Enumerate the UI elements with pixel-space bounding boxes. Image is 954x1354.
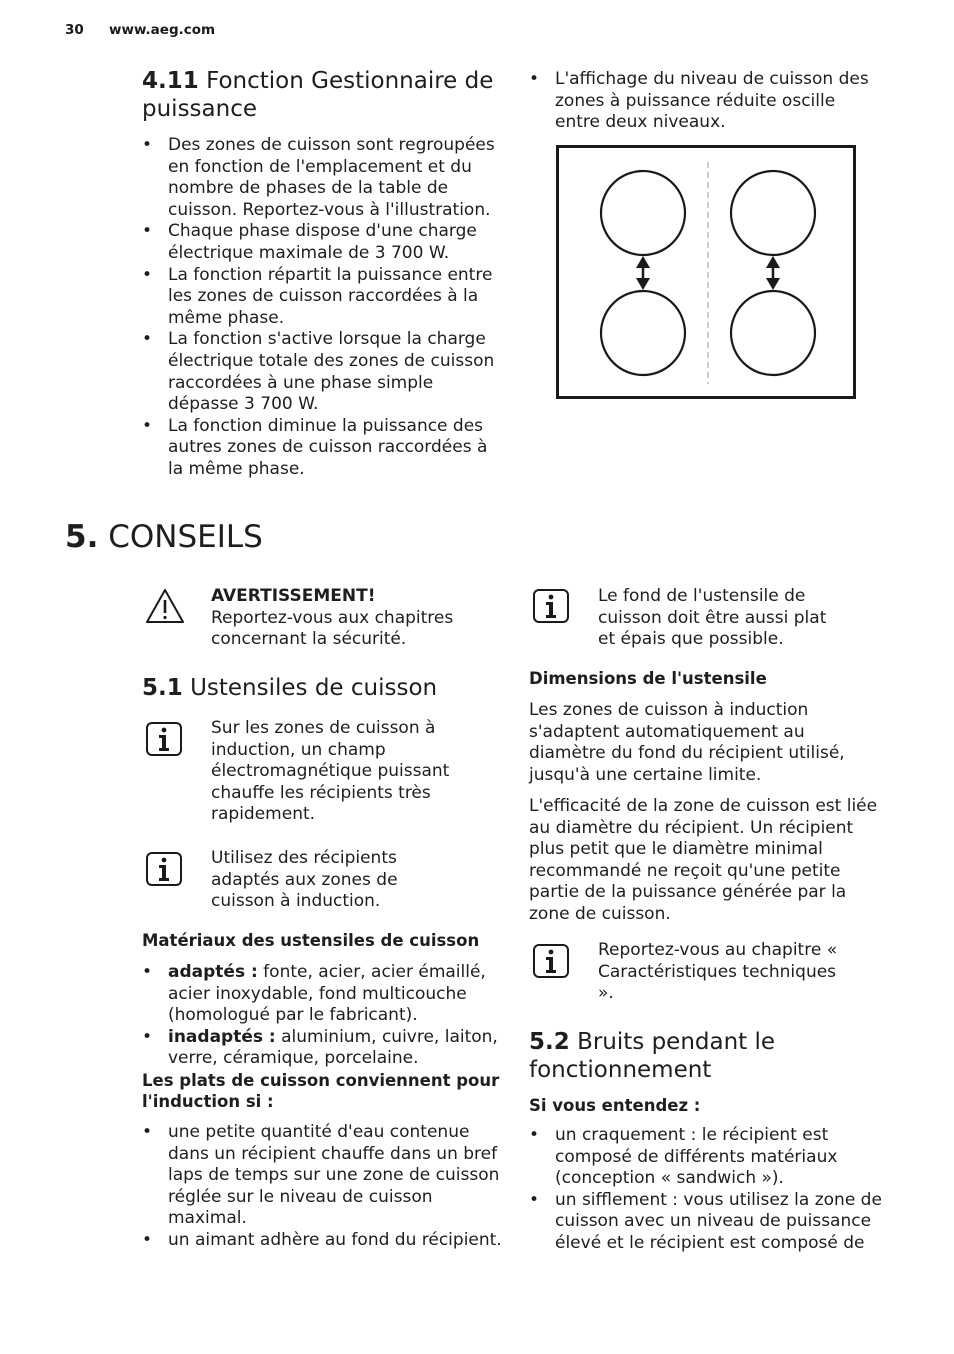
dimensions-heading: Dimensions de l'ustensile: [529, 669, 767, 688]
suitable-heading: Les plats de cuisson conviennent pour l'induction si :: [142, 1071, 500, 1111]
section-title: Fonction Gestionnaire de puissance: [142, 68, 494, 122]
info-suitable-cookware: Utilisez des récipients adaptés aux zones de cuisson à induction.: [211, 848, 398, 912]
list-item: • Chaque phase dispose d'une charge électrique maximale de 3 700 W.: [142, 221, 507, 264]
section-4-11-heading: [142, 67, 512, 123]
warning-text: Reportez-vous aux chapitres concernant la sécurité.: [211, 607, 454, 650]
dimensions-paragraph-1: Les zones de cuisson à induction s'adaptent automatiquement au diamètre du fond du récipient utilisé, jusqu'à une certaine limite.: [529, 700, 845, 785]
chapter-5-heading: [65, 519, 263, 555]
list-item: • un sifflement : vous utilisez la zone de cuisson avec un niveau de puissance élevé et le récipient est composé de: [529, 1190, 884, 1255]
cooking-zone-bottom-right: [731, 291, 815, 375]
list-item: [142, 962, 502, 1027]
section-number: 5.2: [529, 1029, 570, 1055]
list-item: • un aimant adhère au fond du récipient.: [142, 1230, 504, 1252]
warning-title: AVERTISSEMENT!: [211, 586, 376, 606]
info-icon: [145, 851, 183, 887]
section-title: Ustensiles de cuisson: [190, 675, 438, 701]
material-text: aluminium, cuivre, laiton, verre, céramique, porcelaine.: [168, 1026, 498, 1069]
noise-list: [529, 1125, 884, 1255]
section-5-2-heading: [529, 1028, 849, 1084]
power-manager-list: [142, 135, 507, 481]
oscillation-list: [529, 69, 879, 134]
list-item: • La fonction s'active lorsque la charge électrique totale des zones de cuisson raccordées à une phase simple dépasse 3 700 W.: [142, 329, 507, 415]
list-item: [142, 1027, 502, 1070]
list-item: • une petite quantité d'eau contenue dans un récipient chauffe dans un bref laps de temps sur une zone de cuisson réglée sur le niveau de cuisson maximal.: [142, 1122, 504, 1230]
list-item: • L'affichage du niveau de cuisson des zones à puissance réduite oscille entre deux niveaux.: [529, 69, 879, 134]
noise-heading: Si vous entendez :: [529, 1096, 701, 1115]
list-item: • La fonction répartit la puissance entre les zones de cuisson raccordées à la même phase.: [142, 265, 507, 330]
double-arrow-icon-left: [636, 256, 650, 290]
hob-phase-illustration: [556, 145, 856, 399]
hob-diagram: [559, 148, 853, 396]
list-item: • La fonction diminue la puissance des autres zones de cuisson raccordées à la même phase.: [142, 416, 507, 481]
suitable-list: [142, 1122, 504, 1252]
materials-heading: Matériaux des ustensiles de cuisson: [142, 931, 480, 950]
section-number: 4.11: [142, 68, 199, 94]
cooking-zone-bottom-left: [601, 291, 685, 375]
info-flat-bottom: Le fond de l'ustensile de cuisson doit être aussi plat et épais que possible.: [598, 586, 827, 650]
info-see-chapter: Reportez-vous au chapitre « Caractéristiques techniques ».: [598, 940, 838, 1004]
website-url: www.aeg.com: [109, 22, 216, 38]
chapter-title: CONSEILS: [108, 519, 263, 555]
cooking-zone-top-left: [601, 171, 685, 255]
section-5-1-heading: [142, 674, 512, 702]
list-item: • un craquement : le récipient est composé de différents matériaux (conception « sandwich »).: [529, 1125, 884, 1190]
material-label: adaptés :: [168, 962, 258, 982]
info-induction-field: Sur les zones de cuisson à induction, un champ électromagnétique puissant chauffe les récipients très rapidement.: [211, 718, 450, 825]
info-icon: [532, 943, 570, 979]
cooking-zone-top-right: [731, 171, 815, 255]
info-icon: [145, 721, 183, 757]
list-item: • Des zones de cuisson sont regroupées en fonction de l'emplacement et du nombre de phases de la table de cuisson. Reportez-vous à l'illustration.: [142, 135, 507, 221]
chapter-number: 5.: [65, 519, 99, 555]
dimensions-paragraph-2: L'efficacité de la zone de cuisson est liée au diamètre du récipient. Un récipient plus petit que le diamètre minimal recommandé ne reçoit qu'une petite partie de la puissance générée par la zone de cuisson.: [529, 796, 878, 924]
double-arrow-icon-right: [766, 256, 780, 290]
page-number: 30: [65, 22, 84, 38]
materials-list: [142, 962, 502, 1070]
info-icon: [532, 588, 570, 624]
section-number: 5.1: [142, 675, 183, 701]
section-title: Bruits pendant le fonctionnement: [529, 1029, 776, 1083]
warning-block: [211, 586, 501, 651]
material-text: fonte, acier, acier émaillé, acier inoxydable, fond multicouche (homologué par le fabricant).: [168, 962, 486, 1026]
material-label: inadaptés :: [168, 1026, 276, 1047]
warning-icon: [145, 588, 185, 624]
